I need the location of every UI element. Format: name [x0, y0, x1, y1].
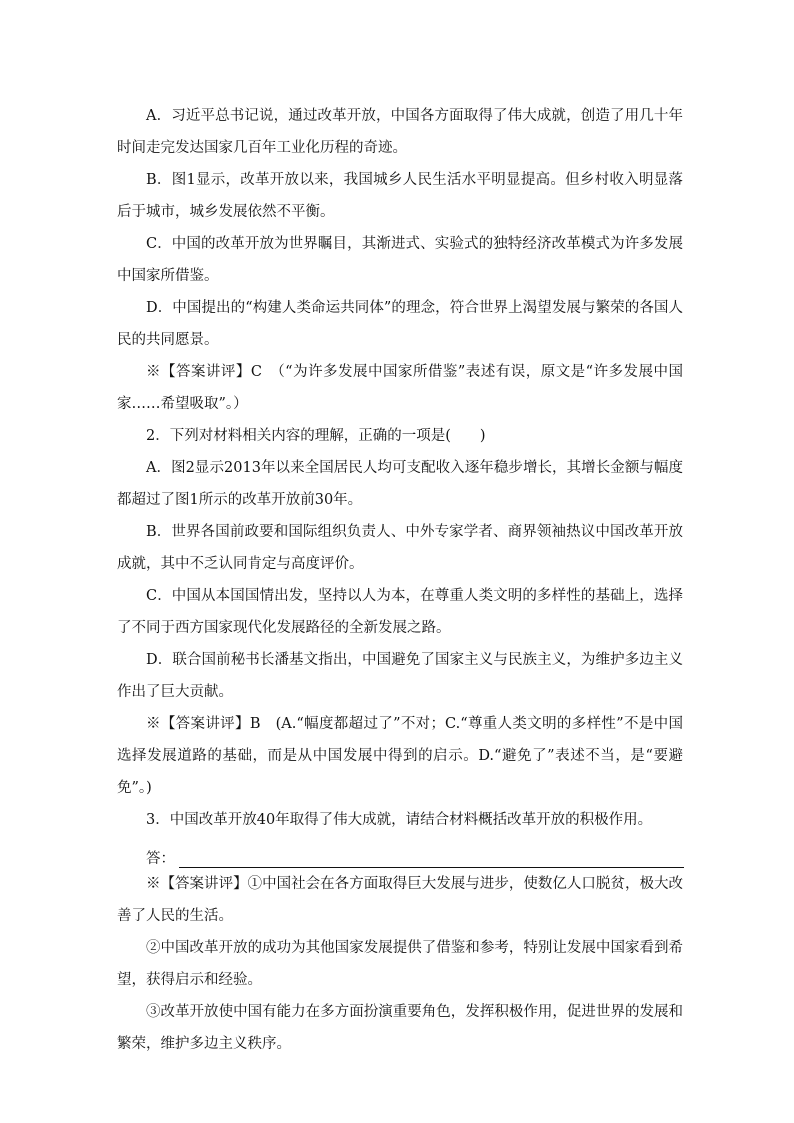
document-body	[117, 100, 683, 1060]
option-d-q1: D．中国提出的“构建人类命运共同体”的理念，符合世界上渴望发展与繁荣的各国人民的共同愿景。	[117, 300, 683, 348]
option-b-q1: B．图1显示，改革开放以来，我国城乡人民生活水平明显提高。但乡村收入明显落后于城市，城乡发展依然不平衡。	[117, 172, 683, 220]
answer-point-3: ③改革开放使中国有能力在多方面扮演重要角色，发挥积极作用，促进世界的发展和繁荣，维护多边主义秩序。	[117, 1004, 683, 1052]
option-b-q2: B．世界各国前政要和国际组织负责人、中外专家学者、商界领袖热议中国改革开放成就，其中不乏认同肯定与高度评价。	[117, 524, 683, 572]
answer-explanation-q1: ※【答案讲评】C （“为许多发展中国家所借鉴”表述有误，原文是“许多发展中国家……希望吸取”。）	[117, 364, 683, 412]
question-2: 2．下列对材料相关内容的理解，正确的一项是( )	[146, 428, 486, 444]
answer-label: 答：	[146, 851, 175, 867]
option-d-q2: D．联合国前秘书长潘基文指出，中国避免了国家主义与民族主义，为维护多边主义作出了巨大贡献。	[117, 652, 683, 700]
answer-explanation-q2: ※【答案讲评】B (A.“幅度都超过了”不对；C.“尊重人类文明的多样性”不是中国选择发展道路的基础，而是从中国发展中得到的启示。D.“避免了”表述不当，是“要避免”。)	[117, 716, 683, 796]
question-3: 3．中国改革开放40年取得了伟大成就，请结合材料概括改革开放的积极作用。	[146, 812, 653, 828]
answer-blank-q3	[117, 836, 683, 868]
answer-point-2: ②中国改革开放的成功为其他国家发展提供了借鉴和参考，特别让发展中国家看到希望，获得启示和经验。	[117, 940, 683, 988]
answer-blank-line	[179, 843, 684, 868]
option-a-q2: A．图2显示2013年以来全国居民人均可支配收入逐年稳步增长，其增长金额与幅度都超过了图1所示的改革开放前30年。	[117, 460, 683, 508]
option-a-q1: A．习近平总书记说，通过改革开放，中国各方面取得了伟大成就，创造了用几十年时间走完发达国家几百年工业化历程的奇迹。	[117, 108, 683, 156]
answer-explanation-q3: ※【答案讲评】①中国社会在各方面取得巨大发展与进步，使数亿人口脱贫，极大改善了人民的生活。	[117, 876, 683, 924]
option-c-q2: C．中国从本国国情出发，坚持以人为本，在尊重人类文明的多样性的基础上，选择了不同于西方国家现代化发展路径的全新发展之路。	[117, 588, 683, 636]
option-c-q1: C．中国的改革开放为世界瞩目，其渐进式、实验式的独特经济改革模式为许多发展中国家所借鉴。	[117, 236, 683, 284]
